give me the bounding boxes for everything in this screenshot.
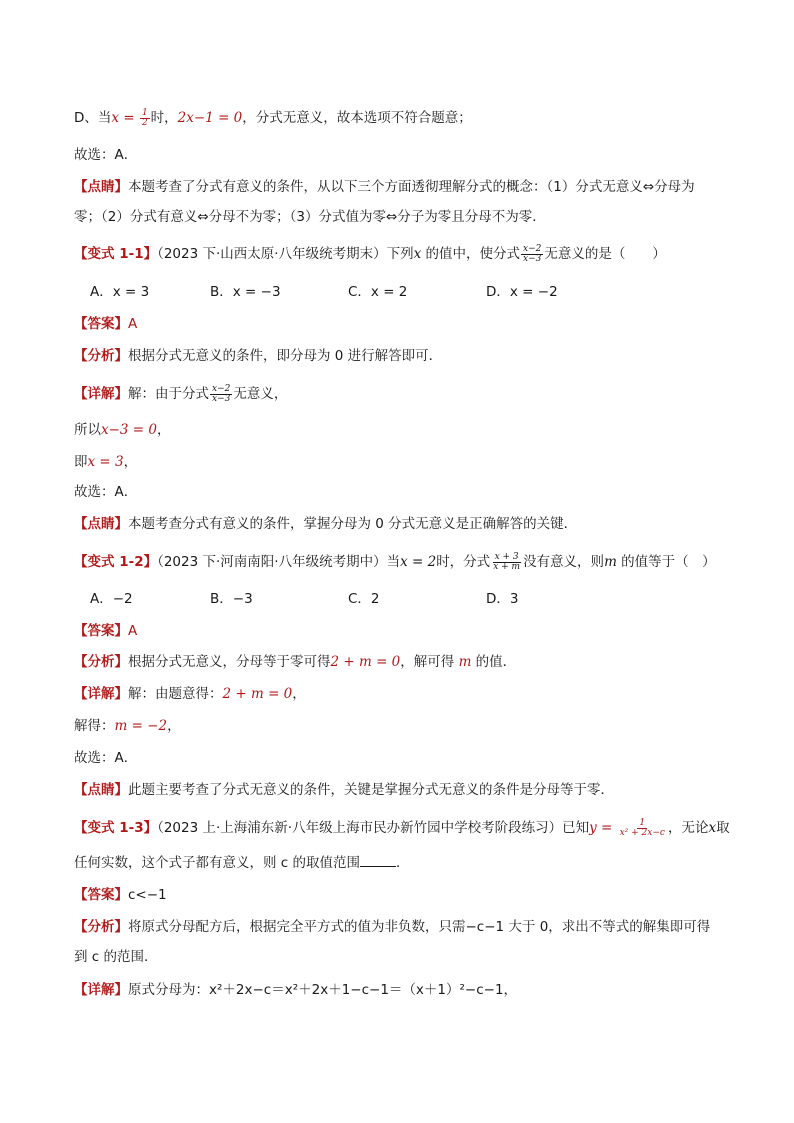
option-d: D．x = −2 [486, 284, 558, 300]
analysis-line: 【分析】将原式分母配方后，根据完全平方式的值为非负数，只需−c−1 大于 0，求出不等式的解集即可得 [74, 919, 711, 935]
option-a: A．x = 3 [90, 284, 150, 300]
option-c: C．2 [348, 591, 380, 607]
option-d-line: D、当x = $\frac{1}{2}$ 时，2x−1 = 0，分式无意义，故本选项不符合题意； [74, 107, 472, 128]
detail-step: 解得：m = −2， [74, 718, 181, 734]
analysis-line: 【分析】根据分式无意义的条件，即分母为 0 进行解答即可． [74, 348, 443, 364]
variant-1-1-question: 【变式 1-1】（2023 下·山西太原·八年级统考期末）下列x 的值中，使分式 $\frac{x-2}{x-3}$ 无意义的是（ ） [74, 243, 666, 264]
analysis-continued: 到 c 的范围． [74, 949, 158, 965]
option-b: B．−3 [210, 591, 253, 607]
option-d: D．3 [486, 591, 519, 607]
variant-1-3-question: 【变式 1-3】（2023 上·上海浦东新·八年级上海市民办新竹园中学校考阶段练习）已知y = $\frac{1}{\text{x² + 2x−c}}$ ，无论x取 [74, 817, 730, 838]
fraction: $\frac{x + 3}{x + m}$ [493, 551, 521, 572]
variant-1-2-question: 【变式 1-2】（2023 下·河南南阳·八年级统考期中）当x = 2时，分式 $\frac{x + 3}{x + m}$ 没有意义，则m 的值等于（ ） [74, 551, 716, 572]
dianjing-block: 【点睛】本题考查了分式有意义的条件，从以下三个方面透彻理解分式的概念：（1）分式无意义⇔分母为 [74, 179, 695, 195]
dianjing-continued: 零；（2）分式有意义⇔分母不为零；（3）分式值为零⇔分子为零且分母不为零． [74, 209, 546, 225]
option-b: B．x = −3 [210, 284, 281, 300]
dianjing-block: 【点睛】本题考查分式有意义的条件，掌握分母为 0 分式无意义是正确解答的关键． [74, 516, 578, 532]
fraction: $\frac{1}{2}$ [141, 107, 148, 128]
analysis-line: 【分析】根据分式无意义，分母等于零可得2 + m = 0，解可得 m 的值． [74, 654, 517, 670]
detail-line: 【详解】解：由题意得：2 + m = 0， [74, 686, 306, 702]
detail-line: 【详解】解：由于分式 $\frac{x-2}{x-3}$ 无意义， [74, 383, 288, 404]
detail-line: 【详解】原式分母为：x²＋2x−c＝x²＋2x＋1−c−1＝（x＋1）²−c−1， [74, 982, 518, 998]
answer-blank[interactable] [360, 852, 396, 867]
answer-line: 【答案】A [74, 316, 138, 332]
detail-step: 所以x−3 = 0， [74, 422, 171, 438]
fraction: $\frac{1}{\text{x² + 2x−c}}$ [619, 817, 665, 838]
answer-line: 【答案】A [74, 623, 138, 639]
option-c: C．x = 2 [348, 284, 408, 300]
choice-line: 故选：A． [74, 484, 138, 500]
answer-line: 【答案】c<−1 [74, 887, 167, 903]
fraction: $\frac{x-2}{x-3}$ [523, 243, 542, 264]
option-a: A．−2 [90, 591, 133, 607]
dianjing-block: 【点睛】此题主要考查了分式无意义的条件，关键是掌握分式无意义的条件是分母等于零． [74, 782, 614, 798]
choice-line: 故选：A． [74, 750, 138, 766]
detail-step: 即x = 3， [74, 454, 138, 470]
fraction: $\frac{x-2}{x-3}$ [212, 383, 231, 404]
variant-1-3-continued: 任何实数，这个式子都有意义，则 c 的取值范围 ． [74, 852, 410, 873]
choice-line: 故选：A． [74, 147, 138, 163]
